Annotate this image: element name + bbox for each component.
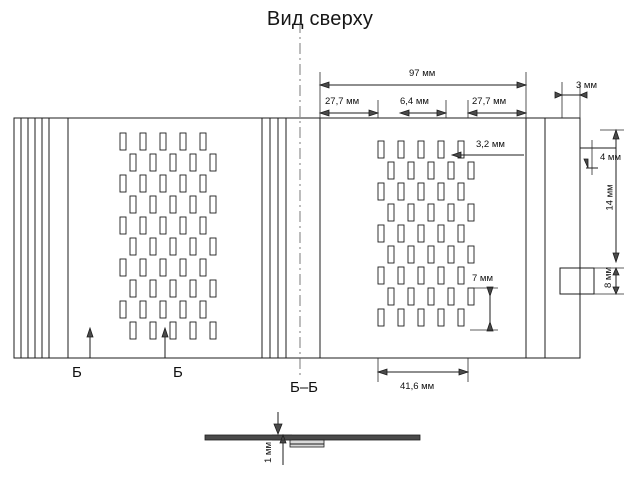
right-section-mark: Б: [173, 364, 183, 381]
dim-edge-offset: 3 мм: [576, 80, 597, 91]
dim-right-margin: 27,7 мм: [472, 96, 507, 107]
dim-thickness: 1 мм: [263, 442, 274, 463]
dim-tab-small: 8 мм: [603, 267, 614, 288]
left-section-mark: Б: [72, 364, 82, 381]
dim-slot-pitch-h: 3,2 мм: [476, 139, 505, 150]
dim-slot-pitch-v: 7 мм: [472, 273, 493, 284]
dim-tab-height: 14 мм: [604, 184, 616, 211]
dim-edge-step: 4 мм: [600, 152, 621, 163]
page-title: Вид сверху: [266, 8, 374, 30]
section-label-bb: Б–Б: [290, 379, 319, 396]
dim-center-gap: 6,4 мм: [400, 96, 429, 107]
dim-left-margin: 27,7 мм: [325, 96, 360, 107]
dim-field-height: 41,6 мм: [400, 381, 435, 392]
dim-overall-width: 97 мм: [409, 68, 436, 79]
